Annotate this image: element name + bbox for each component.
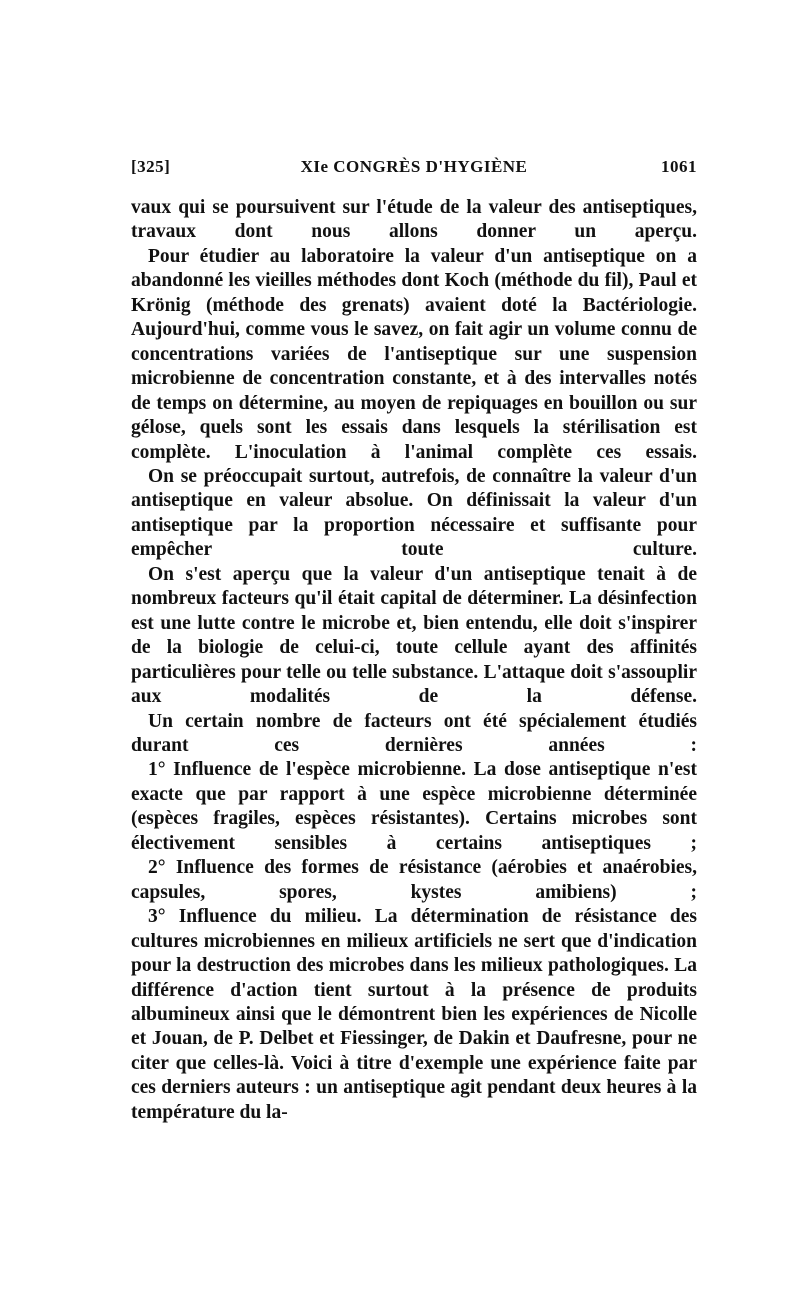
body-text bbox=[131, 196, 697, 1125]
paragraph-2: Pour étudier au laboratoire la valeur d'un antiseptique on a abandonné les vieilles méthodes dont Koch (méthode du fil), Paul et Krönig (méthode des grenats) avaient doté la Bactériologie. Aujourd'hui, comme vous le savez, on fait agir un volume connu de concentrations variées de l'antiseptique sur une suspension microbienne de concentration constante, et à des intervalles notés de temps on détermine, au moyen de repiquages en bouillon ou sur gélose, quels sont les essais dans lesquels la stérilisation est complète. L'inoculation à l'animal complète ces essais. bbox=[131, 245, 697, 463]
paragraph-1: vaux qui se poursuivent sur l'étude de la valeur des antiseptiques, travaux dont nous allons donner un aperçu. bbox=[131, 197, 697, 243]
list-item-3: 3° Influence du milieu. La détermination de résistance des cultures microbiennes en milieux artificiels ne sert que d'indication pour la destruction des microbes dans les milieux pathologiques. La différence d'action tient surtout à la présence de produits albumineux ainsi que le démontrent bien les expériences de Nicolle et Jouan, de P. Delbet et Fiessinger, de Dakin et Daufresne, pour ne citer que celles-là. Voici à titre d'exemple une expérience faite par ces derniers auteurs : un antiseptique agit pendant deux heures à la température du la- bbox=[131, 906, 697, 1123]
running-title: XIe CONGRÈS D'HYGIÈNE bbox=[300, 157, 528, 176]
list-item-1: 1° Influence de l'espèce microbienne. La dose antiseptique n'est exacte que par rapport à une espèce microbienne déterminée (espèces fragiles, espèces résistantes). Certains microbes sont électivement sensibles à certains antiseptiques ; bbox=[131, 759, 697, 854]
page-reference: [325] bbox=[131, 157, 171, 176]
paragraph-3: On se préoccupait surtout, autrefois, de connaître la valeur d'un antiseptique en valeur absolue. On définissait la valeur d'un antiseptique par la proportion nécessaire et suffisante pour empêcher toute culture. bbox=[131, 465, 697, 561]
paragraph-5: Un certain nombre de facteurs ont été spécialement étudiés durant ces dernières années : bbox=[131, 710, 697, 756]
running-header bbox=[131, 157, 697, 183]
page-number: 1061 bbox=[661, 157, 697, 176]
paragraph-4: On s'est aperçu que la valeur d'un antiseptique tenait à de nombreux facteurs qu'il était capital de déterminer. La désinfection est une lutte contre le microbe et, bien entendu, elle doit s'inspirer de la biologie de celui-ci, toute cellule ayant des affinités particulières pour telle ou telle substance. L'attaque doit s'assouplir aux modalités de la défense. bbox=[131, 563, 697, 708]
list-item-2: 2° Influence des formes de résistance (aérobies et anaérobies, capsules, spores, kystes amibiens) ; bbox=[131, 857, 697, 903]
